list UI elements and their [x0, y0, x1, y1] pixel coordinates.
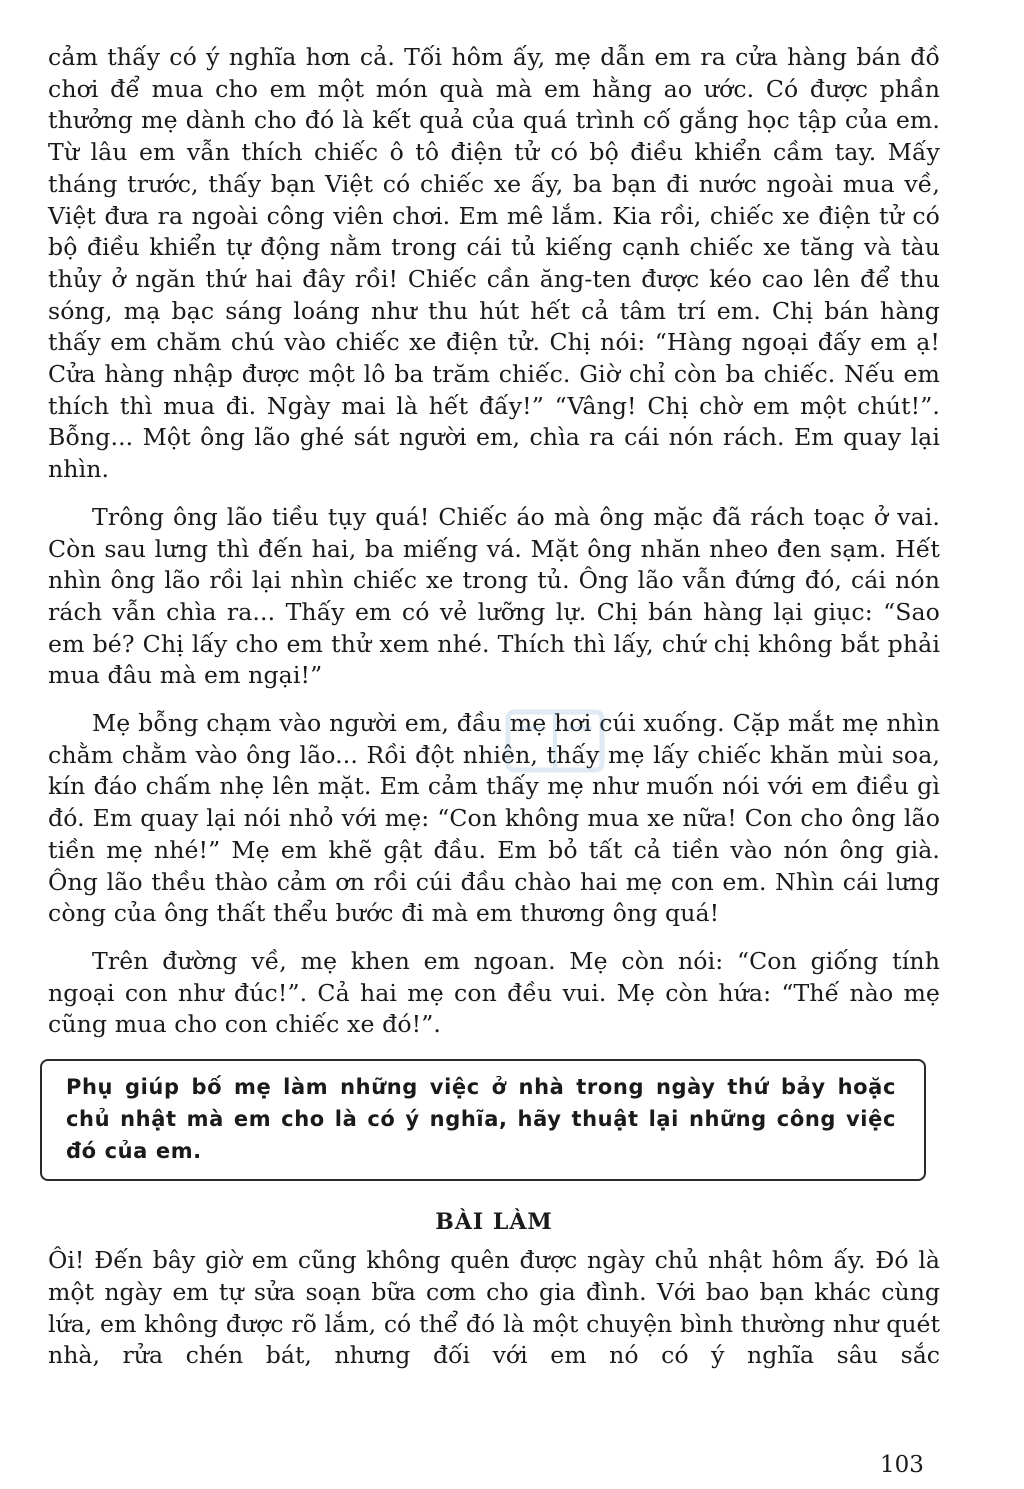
answer-paragraph: Ôi! Đến bây giờ em cũng không quên được ngày chủ nhật hôm ấy. Đó là một ngày em tự sửa soạn bữa cơm cho gia đình. Với bao bạn khác cùng lứa, em không được rõ lắm, có thể đó là một chuyện bình thường như quét nhà, rửa chén bát, nhưng đối với em nó có ý nghĩa sâu sắc [48, 1246, 940, 1370]
story-paragraph-3: Mẹ bỗng chạm vào người em, đầu mẹ hơi cúi xuống. Cặp mắt mẹ nhìn chằm chằm vào ông lão... Rồi đột nhiên, thấy mẹ lấy chiếc khăn mùi soa, kín đáo chấm nhẹ lên mặt. Em cảm thấy mẹ như muốn nói với em điều gì đó. Em quay lại nói nhỏ với mẹ: “Con không mua xe nữa! Con cho ông lão tiền mẹ nhé!” Mẹ em khẽ gật đầu. Em bỏ tất cả tiền vào nón ông già. Ông lão thều thào cảm ơn rồi cúi đầu chào hai mẹ con em. Nhìn cái lưng còng của ông thất thểu bước đi mà em thương ông quá! [48, 709, 940, 928]
answer-heading: BÀI LÀM [435, 1209, 553, 1236]
page-body [48, 42, 940, 1372]
task-prompt-box [40, 1059, 926, 1181]
page-number: 103 [880, 1452, 924, 1478]
story-paragraph-2: Trông ông lão tiều tụy quá! Chiếc áo mà ông mặc đã rách toạc ở vai. Còn sau lưng thì đến hai, ba miếng vá. Mặt ông nhăn nheo đen sạm. Hết nhìn ông lão rồi lại nhìn chiếc xe trong tủ. Ông lão vẫn đứng đó, cái nón rách vẫn chìa ra... Thấy em có vẻ lưỡng lự. Chị bán hàng lại giục: “Sao em bé? Chị lấy cho em thử xem nhé. Thích thì lấy, chứ chị không bắt phải mua đâu mà em ngại!” [48, 502, 940, 690]
story-paragraph-4: Trên đường về, mẹ khen em ngoan. Mẹ còn nói: “Con giống tính ngoại con như đúc!”. Cả hai mẹ con đều vui. Mẹ còn hứa: “Thế nào mẹ cũng mua cho con chiếc xe đó!”. [48, 946, 940, 1039]
story-paragraph-1: cảm thấy có ý nghĩa hơn cả. Tối hôm ấy, mẹ dẫn em ra cửa hàng bán đồ chơi để mua cho em một món quà mà em hằng ao ước. Có được phần thưởng mẹ dành cho đó là kết quả của quá trình cố gắng học tập của em. Từ lâu em vẫn thích chiếc ô tô điện tử có bộ điều khiển cầm tay. Mấy tháng trước, thấy bạn Việt có chiếc xe ấy, ba bạn đi nước ngoài mua về, Việt đưa ra ngoài công viên chơi. Em mê lắm. Kia rồi, chiếc xe điện tử có bộ điều khiển tự động nằm trong cái tủ kiếng cạnh chiếc xe tăng và tàu thủy ở ngăn thứ hai đây rồi! Chiếc cần ăng-ten được kéo cao lên để thu sóng, mạ bạc sáng loáng như thu hút hết cả tâm trí em. Chị bán hàng thấy em chăm chú vào chiếc xe điện tử. Chị nói: “Hàng ngoại đấy em ạ! Cửa hàng nhập được một lô ba trăm chiếc. Giờ chỉ còn ba chiếc. Nếu em thích thì mua đi. Ngày mai là hết đấy!” “Vâng! Chị chờ em một chút!”. Bỗng... Một ông lão ghé sát người em, chìa ra cái nón rách. Em quay lại nhìn. [48, 43, 940, 484]
task-prompt-text: Phụ giúp bố mẹ làm những việc ở nhà trong ngày thứ bảy hoặc chủ nhật mà em cho là có ý nghĩa, hãy thuật lại những công việc đó của em. [66, 1075, 896, 1164]
